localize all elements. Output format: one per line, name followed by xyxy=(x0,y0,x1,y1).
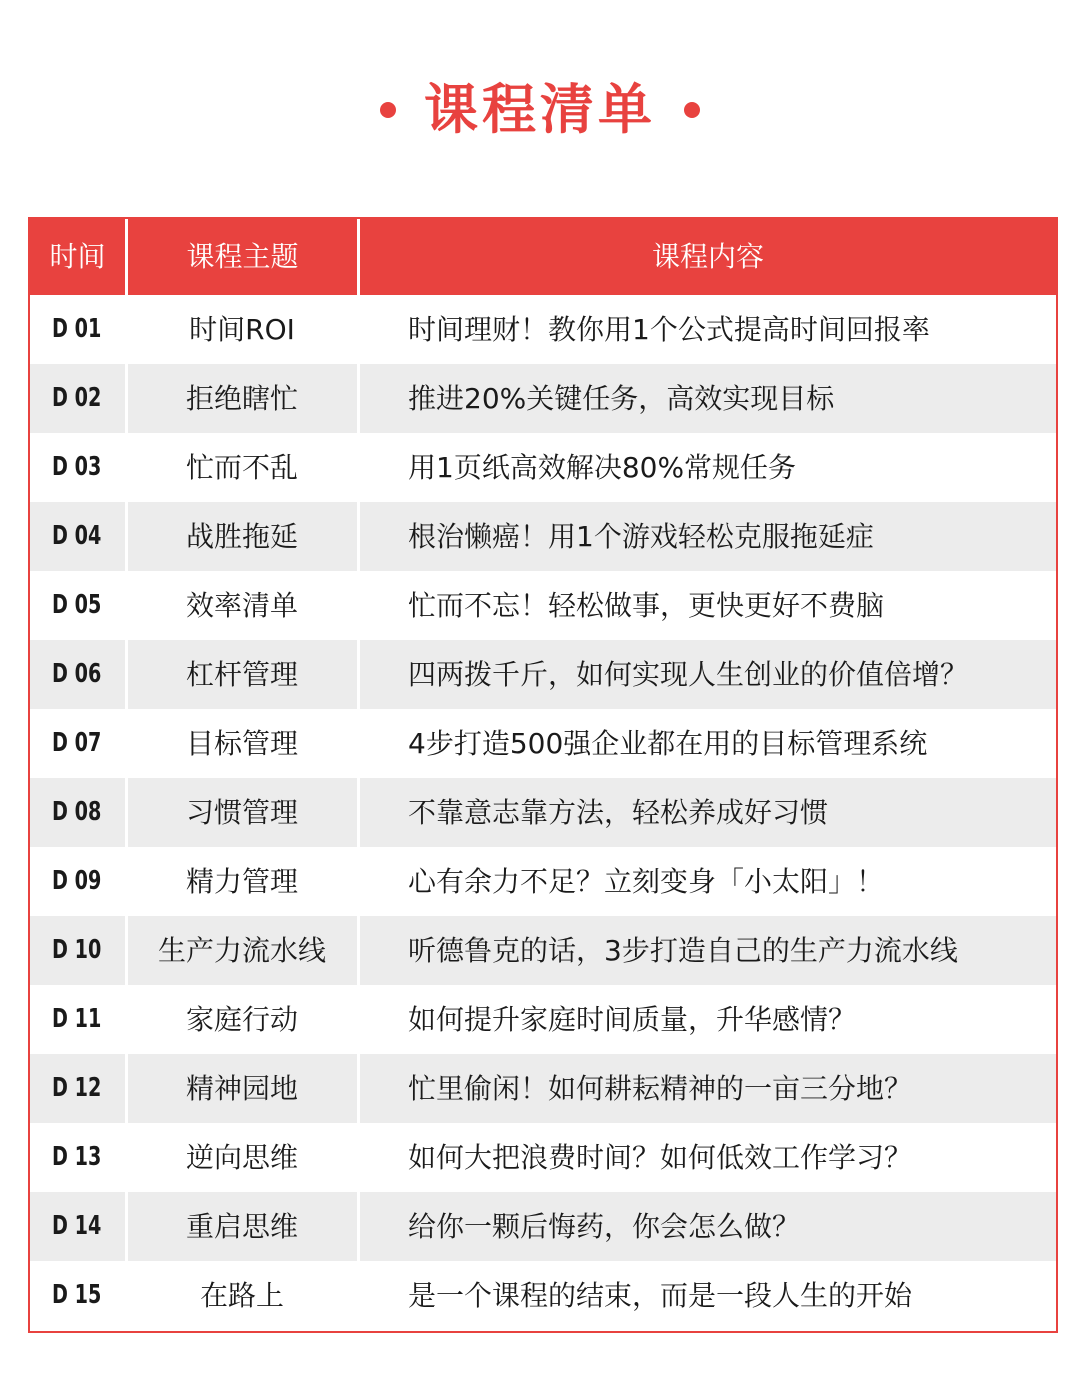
cell-topic: 拒绝瞎忙 xyxy=(185,382,298,415)
cell-content: 心有余力不足？立刻变身「小太阳」！ xyxy=(408,865,885,898)
cell-day: D 06 xyxy=(52,659,102,689)
column-divider xyxy=(357,433,360,502)
table-row xyxy=(30,985,1056,1054)
cell-topic: 精力管理 xyxy=(185,865,298,898)
table-row xyxy=(30,571,1056,640)
cell-content: 如何大把浪费时间？如何低效工作学习？ xyxy=(408,1141,913,1174)
column-divider xyxy=(357,640,360,709)
cell-topic: 时间ROI xyxy=(189,313,295,346)
cell-content: 时间理财！教你用1个公式提高时间回报率 xyxy=(408,313,930,346)
cell-day: D 15 xyxy=(52,1280,102,1310)
header-content: 课程内容 xyxy=(651,240,764,273)
header-topic: 课程主题 xyxy=(186,240,299,273)
cell-content: 根治懒癌！用1个游戏轻松克服拖延症 xyxy=(408,520,874,553)
table-row xyxy=(30,295,1056,364)
column-divider xyxy=(357,916,360,985)
table-row xyxy=(30,1261,1056,1330)
table-row xyxy=(30,1192,1056,1261)
table-row xyxy=(30,1123,1056,1192)
table-row xyxy=(30,847,1056,916)
cell-day: D 08 xyxy=(52,797,102,827)
cell-topic: 重启思维 xyxy=(185,1210,298,1243)
table-row xyxy=(30,364,1056,433)
table-header xyxy=(30,219,1056,295)
page-title-group xyxy=(0,70,1080,150)
cell-topic: 生产力流水线 xyxy=(157,934,326,967)
cell-content: 用1页纸高效解决80%常规任务 xyxy=(408,451,797,484)
cell-day: D 01 xyxy=(52,314,102,344)
cell-topic: 忙而不乱 xyxy=(185,451,298,484)
title-dot-right-icon xyxy=(684,102,700,118)
cell-content: 4步打造500强企业都在用的目标管理系统 xyxy=(408,727,928,760)
table-row xyxy=(30,1054,1056,1123)
cell-topic: 精神园地 xyxy=(185,1072,298,1105)
cell-content: 不靠意志靠方法，轻松养成好习惯 xyxy=(408,796,829,829)
cell-topic: 习惯管理 xyxy=(185,796,298,829)
cell-day: D 05 xyxy=(52,590,102,620)
cell-content: 忙里偷闲！如何耕耘精神的一亩三分地？ xyxy=(408,1072,913,1105)
cell-topic: 在路上 xyxy=(199,1279,284,1312)
table-row xyxy=(30,778,1056,847)
column-divider xyxy=(357,1054,360,1123)
cell-topic: 家庭行动 xyxy=(185,1003,298,1036)
cell-content: 听德鲁克的话，3步打造自己的生产力流水线 xyxy=(408,934,958,967)
cell-day: D 04 xyxy=(52,521,102,551)
table-row xyxy=(30,640,1056,709)
cell-topic: 战胜拖延 xyxy=(185,520,298,553)
column-divider xyxy=(357,778,360,847)
cell-content: 忙而不忘！轻松做事，更快更好不费脑 xyxy=(408,589,885,622)
column-divider xyxy=(357,364,360,433)
column-divider xyxy=(357,295,360,364)
cell-day: D 14 xyxy=(52,1211,102,1241)
column-divider xyxy=(357,502,360,571)
cell-day: D 03 xyxy=(52,452,102,482)
cell-topic: 杠杆管理 xyxy=(185,658,298,691)
table-row xyxy=(30,433,1056,502)
page-title: 课程清单 xyxy=(424,78,656,141)
table-row xyxy=(30,502,1056,571)
cell-topic: 逆向思维 xyxy=(185,1141,298,1174)
cell-day: D 10 xyxy=(52,935,102,965)
column-divider xyxy=(357,1261,360,1330)
cell-topic: 效率清单 xyxy=(185,589,298,622)
column-divider xyxy=(357,1192,360,1261)
cell-day: D 13 xyxy=(52,1142,102,1172)
title-dot-left-icon xyxy=(380,102,396,118)
cell-content: 推进20%关键任务，高效实现目标 xyxy=(408,382,835,415)
course-table xyxy=(28,217,1058,1333)
cell-content: 如何提升家庭时间质量，升华感情？ xyxy=(408,1003,857,1036)
column-divider xyxy=(357,985,360,1054)
column-divider xyxy=(357,571,360,640)
table-row xyxy=(30,916,1056,985)
column-divider xyxy=(357,1123,360,1192)
header-time: 时间 xyxy=(49,240,106,273)
cell-day: D 02 xyxy=(52,383,102,413)
cell-day: D 12 xyxy=(52,1073,102,1103)
cell-content: 四两拨千斤，如何实现人生创业的价值倍增？ xyxy=(408,658,969,691)
cell-content: 是一个课程的结束，而是一段人生的开始 xyxy=(408,1279,913,1312)
cell-day: D 09 xyxy=(52,866,102,896)
cell-topic: 目标管理 xyxy=(185,727,298,760)
cell-day: D 07 xyxy=(52,728,102,758)
cell-content: 给你一颗后悔药，你会怎么做？ xyxy=(408,1210,801,1243)
cell-day: D 11 xyxy=(52,1004,102,1034)
column-divider xyxy=(357,847,360,916)
column-divider xyxy=(357,709,360,778)
table-row xyxy=(30,709,1056,778)
